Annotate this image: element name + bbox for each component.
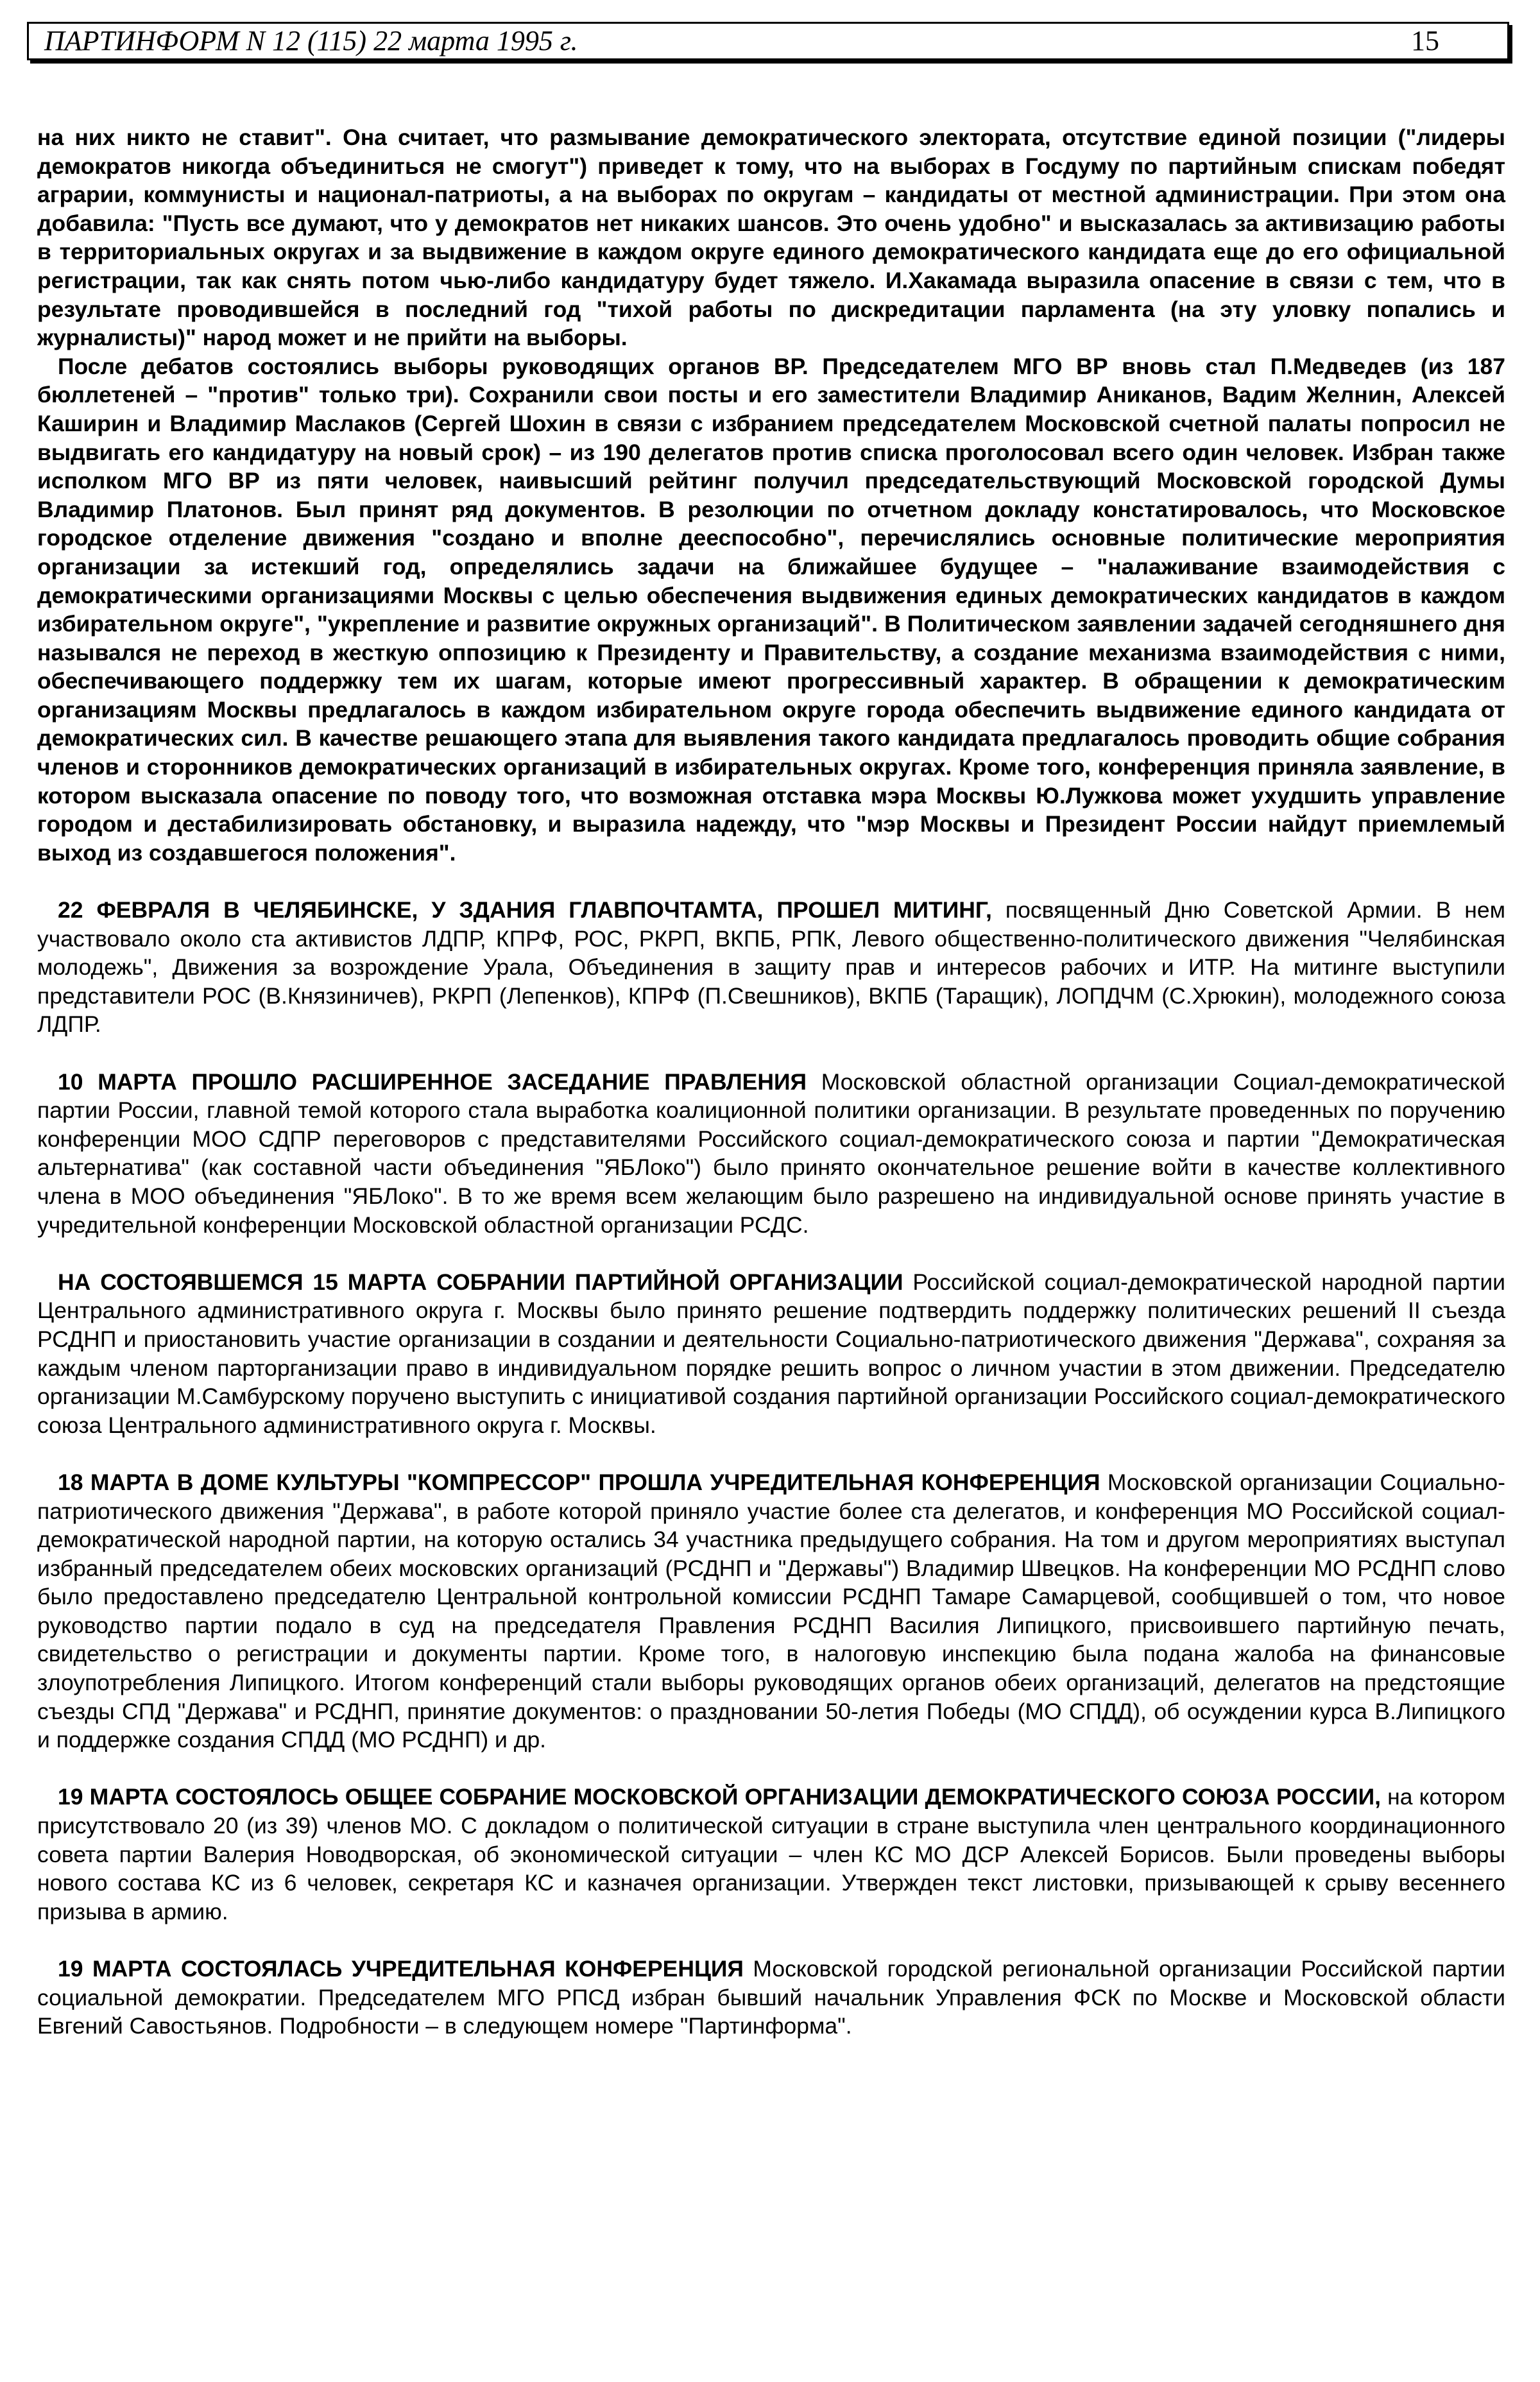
page-header — [27, 22, 1509, 60]
news-lead: 18 МАРТА В ДОМЕ КУЛЬТУРЫ "КОМПРЕССОР" ПРОШЛА УЧРЕДИТЕЛЬНАЯ КОНФЕРЕНЦИЯ — [58, 1469, 1100, 1495]
news-item — [37, 1268, 1505, 1440]
intro-paragraph-1: на них никто не ставит". Она считает, что размывание демократического электората, отсутствие единой позиции ("лидеры демократов никогда объединиться не смогут") приведет к тому, что на выборах в Госдуму по партийным спискам победят аграрии, коммунисты и национал-патриоты, а на выборах по округам – кандидаты от местной администрации. При этом она добавила: "Пусть все думают, что у демократов нет никаких шансов. Это очень удобно" и высказалась за активизацию работы в территориальных округах и за выдвижение в каждом округе единого демократического кандидата еще до его официальной регистрации, так как снять потом чью-либо кандидатуру будет тяжело. И.Хакамада выразила опасение в связи с тем, что в результате проводившейся в последний год "тихой работы по дискредитации парламента (на эту уловку попались и журналисты)" народ может и не прийти на выборы. — [37, 124, 1505, 351]
news-item — [37, 1783, 1505, 1926]
news-item — [37, 1068, 1505, 1240]
news-text: на котором присутствовало 20 (из 39) членов МО. С докладом о политической ситуации в стране выступила член центрального координационного совета партии Валерия Новодворская, об экономической ситуации – член КС МО ДСР Алексей Борисов. Были проведены выборы нового состава КС из 6 человек, секретаря КС и казначея организации. Утвержден текст листовки, призывающей к срыву весеннего призыва в армию. — [37, 1784, 1506, 1924]
news-item — [37, 896, 1505, 1039]
news-lead: 22 ФЕВРАЛЯ В ЧЕЛЯБИНСКЕ, У ЗДАНИЯ ГЛАВПОЧТАМТА, ПРОШЕЛ МИТИНГ, — [58, 897, 992, 923]
news-lead: 10 МАРТА ПРОШЛО РАСШИРЕННОЕ ЗАСЕДАНИЕ ПРАВЛЕНИЯ — [58, 1068, 807, 1095]
news-text: Московской городской региональной организации Российской партии социальной демократии. Председателем МГО РПСД избран бывший начальник Управления ФСК по Москве и Московской области Евгений Савостьянов. Подробности – в следующем номере "Партинформа". — [37, 1956, 1505, 2039]
intro-paragraph-2: После дебатов состоялись выборы руководящих органов ВР. Председателем МГО ВР вновь стал П.Медведев (из 187 бюллетеней – "против" только три). Сохранили свои посты и его заместители Владимир Аниканов, Вадим Желнин, Алексей Каширин и Владимир Маслаков (Сергей Шохин в связи с избранием председателем Московской счетной палаты попросил не выдвигать его кандидатуру на новый срок) – из 190 делегатов против списка проголосовал всего один человек. Избран также исполком МГО ВР из пяти человек, наивысший рейтинг получил председательствующий Московской городской Думы Владимир Платонов. Был принят ряд документов. В резолюции по отчетном докладу констатировалось, что Московское городское отделение движения "создано и вполне дееспособно", перечислялись основные политические мероприятия организации за истекший год, определялись задачи на ближайшее будущее – "налаживание взаимодействия с демократическими организациями Москвы с целью обеспечения выдвижения единых демократических кандидатов в каждом избирательном округе", "укрепление и развитие окружных организаций". В Политическом заявлении задачей сегодняшнего дня назывался не переход в жесткую оппозицию к Президенту и Правительству, а создание механизма взаимодействия с ними, обеспечивающего поддержку тем их шагам, которые имеют прогрессивный характер. В обращении к демократическим организациям Москвы предлагалось в каждом избирательном округе города обеспечить выдвижение единого кандидата от демократических сил. В качестве решающего этапа для выявления такого кандидата предлагалось проводить общие собрания членов и сторонников демократических организаций в избирательных округах. Кроме того, конференция приняла заявление, в котором высказала опасение по поводу того, что возможная отставка мэра Москвы Ю.Лужкова может ухудшить управление городом и дестабилизировать обстановку, и выразила надежду, что "мэр Москвы и Президент России найдут приемлемый выход из создавшегося положения". — [37, 353, 1505, 866]
page-number: 15 — [1411, 25, 1439, 56]
news-lead: 19 МАРТА СОСТОЯЛАСЬ УЧРЕДИТЕЛЬНАЯ КОНФЕРЕНЦИЯ — [58, 1956, 744, 1982]
news-text: Московской областной организации Социал-демократической партии России, главной темой которого стала выработка коалиционной политики организации. В результате проведенных по поручению конференции МОО СДПР переговоров с представителями Российского социал-демократического союза и партии "Демократическая альтернатива" (как составной части объединения "ЯБЛоко") было принято окончательное решение войти в качестве коллективного члена в МОО объединения "ЯБЛоко". В то же время всем желающим было разрешено на индивидуальной основе принять участие в учредительной конференции Московской областной организации РСДС. — [37, 1068, 1505, 1238]
publication-title: ПАРТИНФОРМ N 12 (115) 22 марта 1995 г. — [44, 25, 578, 56]
news-item — [37, 1955, 1505, 2041]
news-text: Российской социал-демократической народной партии Центрального административного округа г. Москвы было принято решение подтвердить поддержку политических решений II съезда РСДНП и приостановить участие организации в создании и деятельности Социально-патриотического движения "Держава", сохраняя за каждым членом парторганизации право в индивидуальном порядке решить вопрос о личном участии в этом движении. Председателю организации М.Самбурскому поручено выступить с инициативой создания партийной организации Российского социал-демократического союза Центрального административного округа г. Москвы. — [37, 1269, 1505, 1438]
news-text: Московской организации Социально-патриотического движения "Держава", в работе которой приняло участие более ста делегатов, и конференция МО Российской социал-демократической народной партии, на которую остались 34 участника предыдущего собрания. На том и другом мероприятиях выступал избранный председателем обеих московских организаций (РСДНП и "Державы") Владимир Швецков. На конференции МО РСДНП слово было предоставлено председателю Центральной контрольной комиссии РСДНП Тамаре Самарцевой, сообщившей о том, что новое руководство партии подало в суд на председателя Правления РСДНП Василия Липицкого, присвоившего партийную печать, свидетельство о регистрации и документы партии. Кроме того, в налоговую инспекцию была подана жалоба на финансовые злоупотребления Липицкого. Итогом конференций стали выборы руководящих органов обеих организаций, делегатов на предстоящие съезды СПД "Держава" и РСДНП, принятие документов: о праздновании 50-летия Победы (МО СПДД), об осуждении курса В.Липицкого и поддержке создания СПДД (МО РСДНП) и др. — [37, 1469, 1505, 1753]
news-lead: НА СОСТОЯВШЕМСЯ 15 МАРТА СОБРАНИИ ПАРТИЙНОЙ ОРГАНИЗАЦИИ — [58, 1269, 903, 1295]
news-text: посвященный Дню Советской Армии. В нем участвовало около ста активистов ЛДПР, КПРФ, РОС, РКРП, ВКПБ, РПК, Левого общественно-политического движения "Челябинская молодежь", Движения за возрождение Урала, Объединения в защиту прав и интересов рабочих и ИТР. На митинге выступили представители РОС (В.Князиничев), РКРП (Лепенков), КПРФ (П.Свешников), ВКПБ (Таращик), ЛОПДЧМ (С.Хрюкин), молодежного союза ЛДПР. — [37, 897, 1505, 1038]
article-body — [37, 123, 1505, 2041]
news-item — [37, 1468, 1505, 1754]
news-lead: 19 МАРТА СОСТОЯЛОСЬ ОБЩЕЕ СОБРАНИЕ МОСКОВСКОЙ ОРГАНИЗАЦИИ ДЕМОКРАТИЧЕСКОГО СОЮЗА РОССИИ, — [58, 1784, 1381, 1810]
